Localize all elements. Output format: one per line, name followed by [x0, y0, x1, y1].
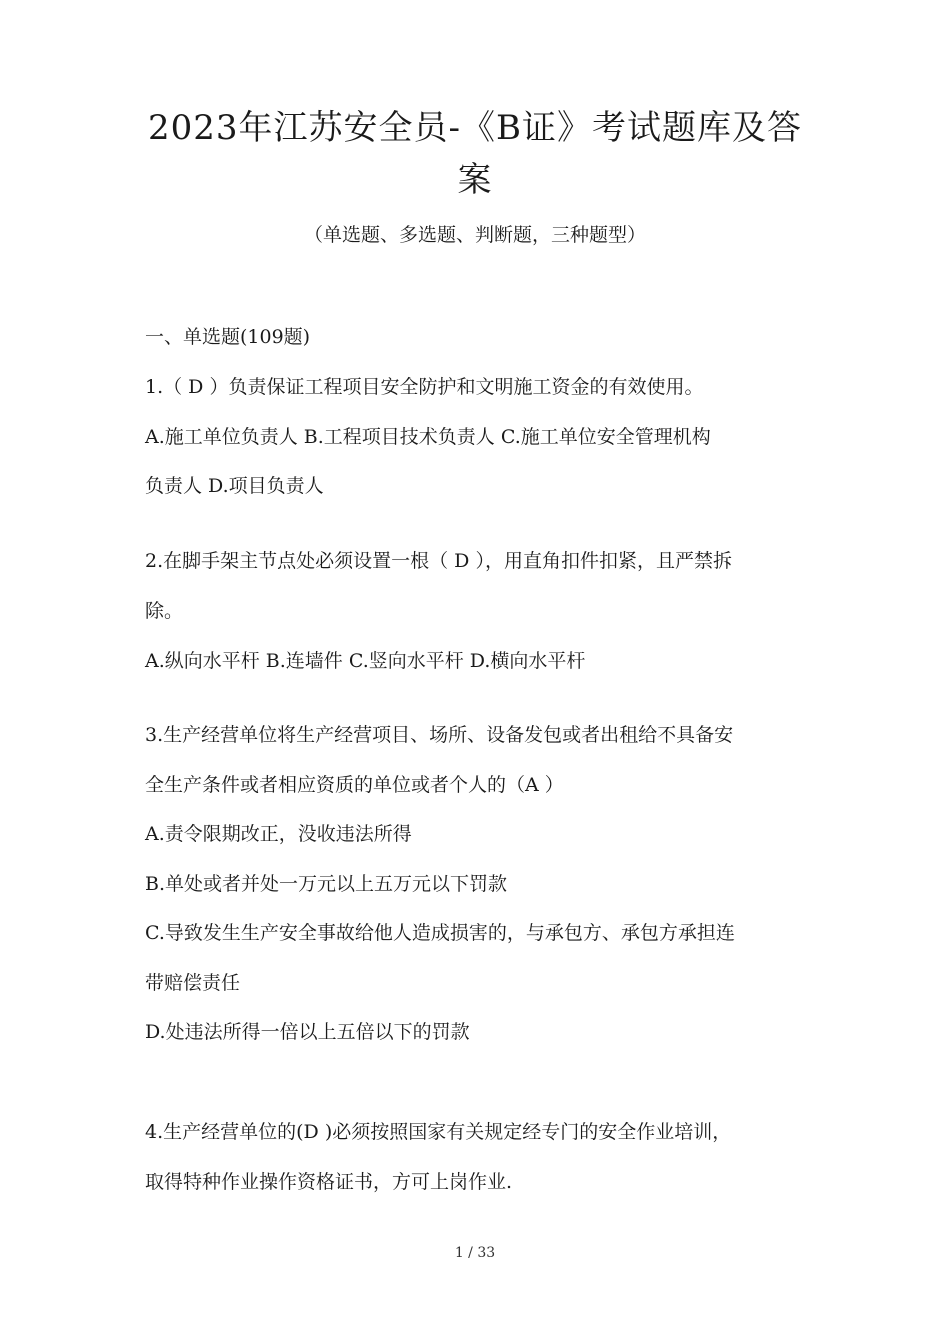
page-number: 1 / 33: [454, 1245, 496, 1261]
question-3-option-b: B.单处或者并处一万元以上五万元以下罚款: [145, 873, 508, 895]
question-3-stem-cont: 全生产条件或者相应资质的单位或者个人的（A ）: [145, 774, 564, 796]
section-heading: 一、单选题(109题): [145, 326, 311, 348]
question-3-stem: 3.生产经营单位将生产经营项目、场所、设备发包或者出租给不具备安: [145, 724, 734, 746]
question-2-stem: 2.在脚手架主节点处必须设置一根（ D ），用直角扣件扣紧，且严禁拆: [145, 550, 732, 572]
question-3-option-d: D.处违法所得一倍以上五倍以下的罚款: [145, 1021, 470, 1043]
question-4-stem-cont: 取得特种作业操作资格证书，方可上岗作业.: [145, 1171, 513, 1193]
document-subtitle: （单选题、多选题、判断题，三种题型）: [303, 224, 646, 246]
question-1-stem: 1.（ D ）负责保证工程项目安全防护和文明施工资金的有效使用。: [145, 376, 704, 398]
question-1-options: A.施工单位负责人 B.工程项目技术负责人 C.施工单位安全管理机构: [145, 426, 711, 448]
question-2-options: A.纵向水平杆 B.连墙件 C.竖向水平杆 D.横向水平杆: [145, 650, 586, 672]
title-line-2: 案: [457, 160, 493, 200]
question-2-stem-cont: 除。: [145, 600, 184, 622]
question-4-stem: 4.生产经营单位的(D )必须按照国家有关规定经专门的安全作业培训，: [145, 1121, 732, 1143]
question-3-option-c: C.导致发生生产安全事故给他人造成损害的，与承包方、承包方承担连: [145, 922, 735, 944]
question-3-option-a: A.责令限期改正，没收违法所得: [145, 823, 412, 845]
document-title: [120, 102, 830, 206]
question-3-option-c-cont: 带赔偿责任: [145, 972, 241, 994]
question-1-options-cont: 负责人 D.项目负责人: [145, 475, 324, 497]
title-line-1: 2023年江苏安全员-《B证》考试题库及答: [148, 108, 802, 148]
